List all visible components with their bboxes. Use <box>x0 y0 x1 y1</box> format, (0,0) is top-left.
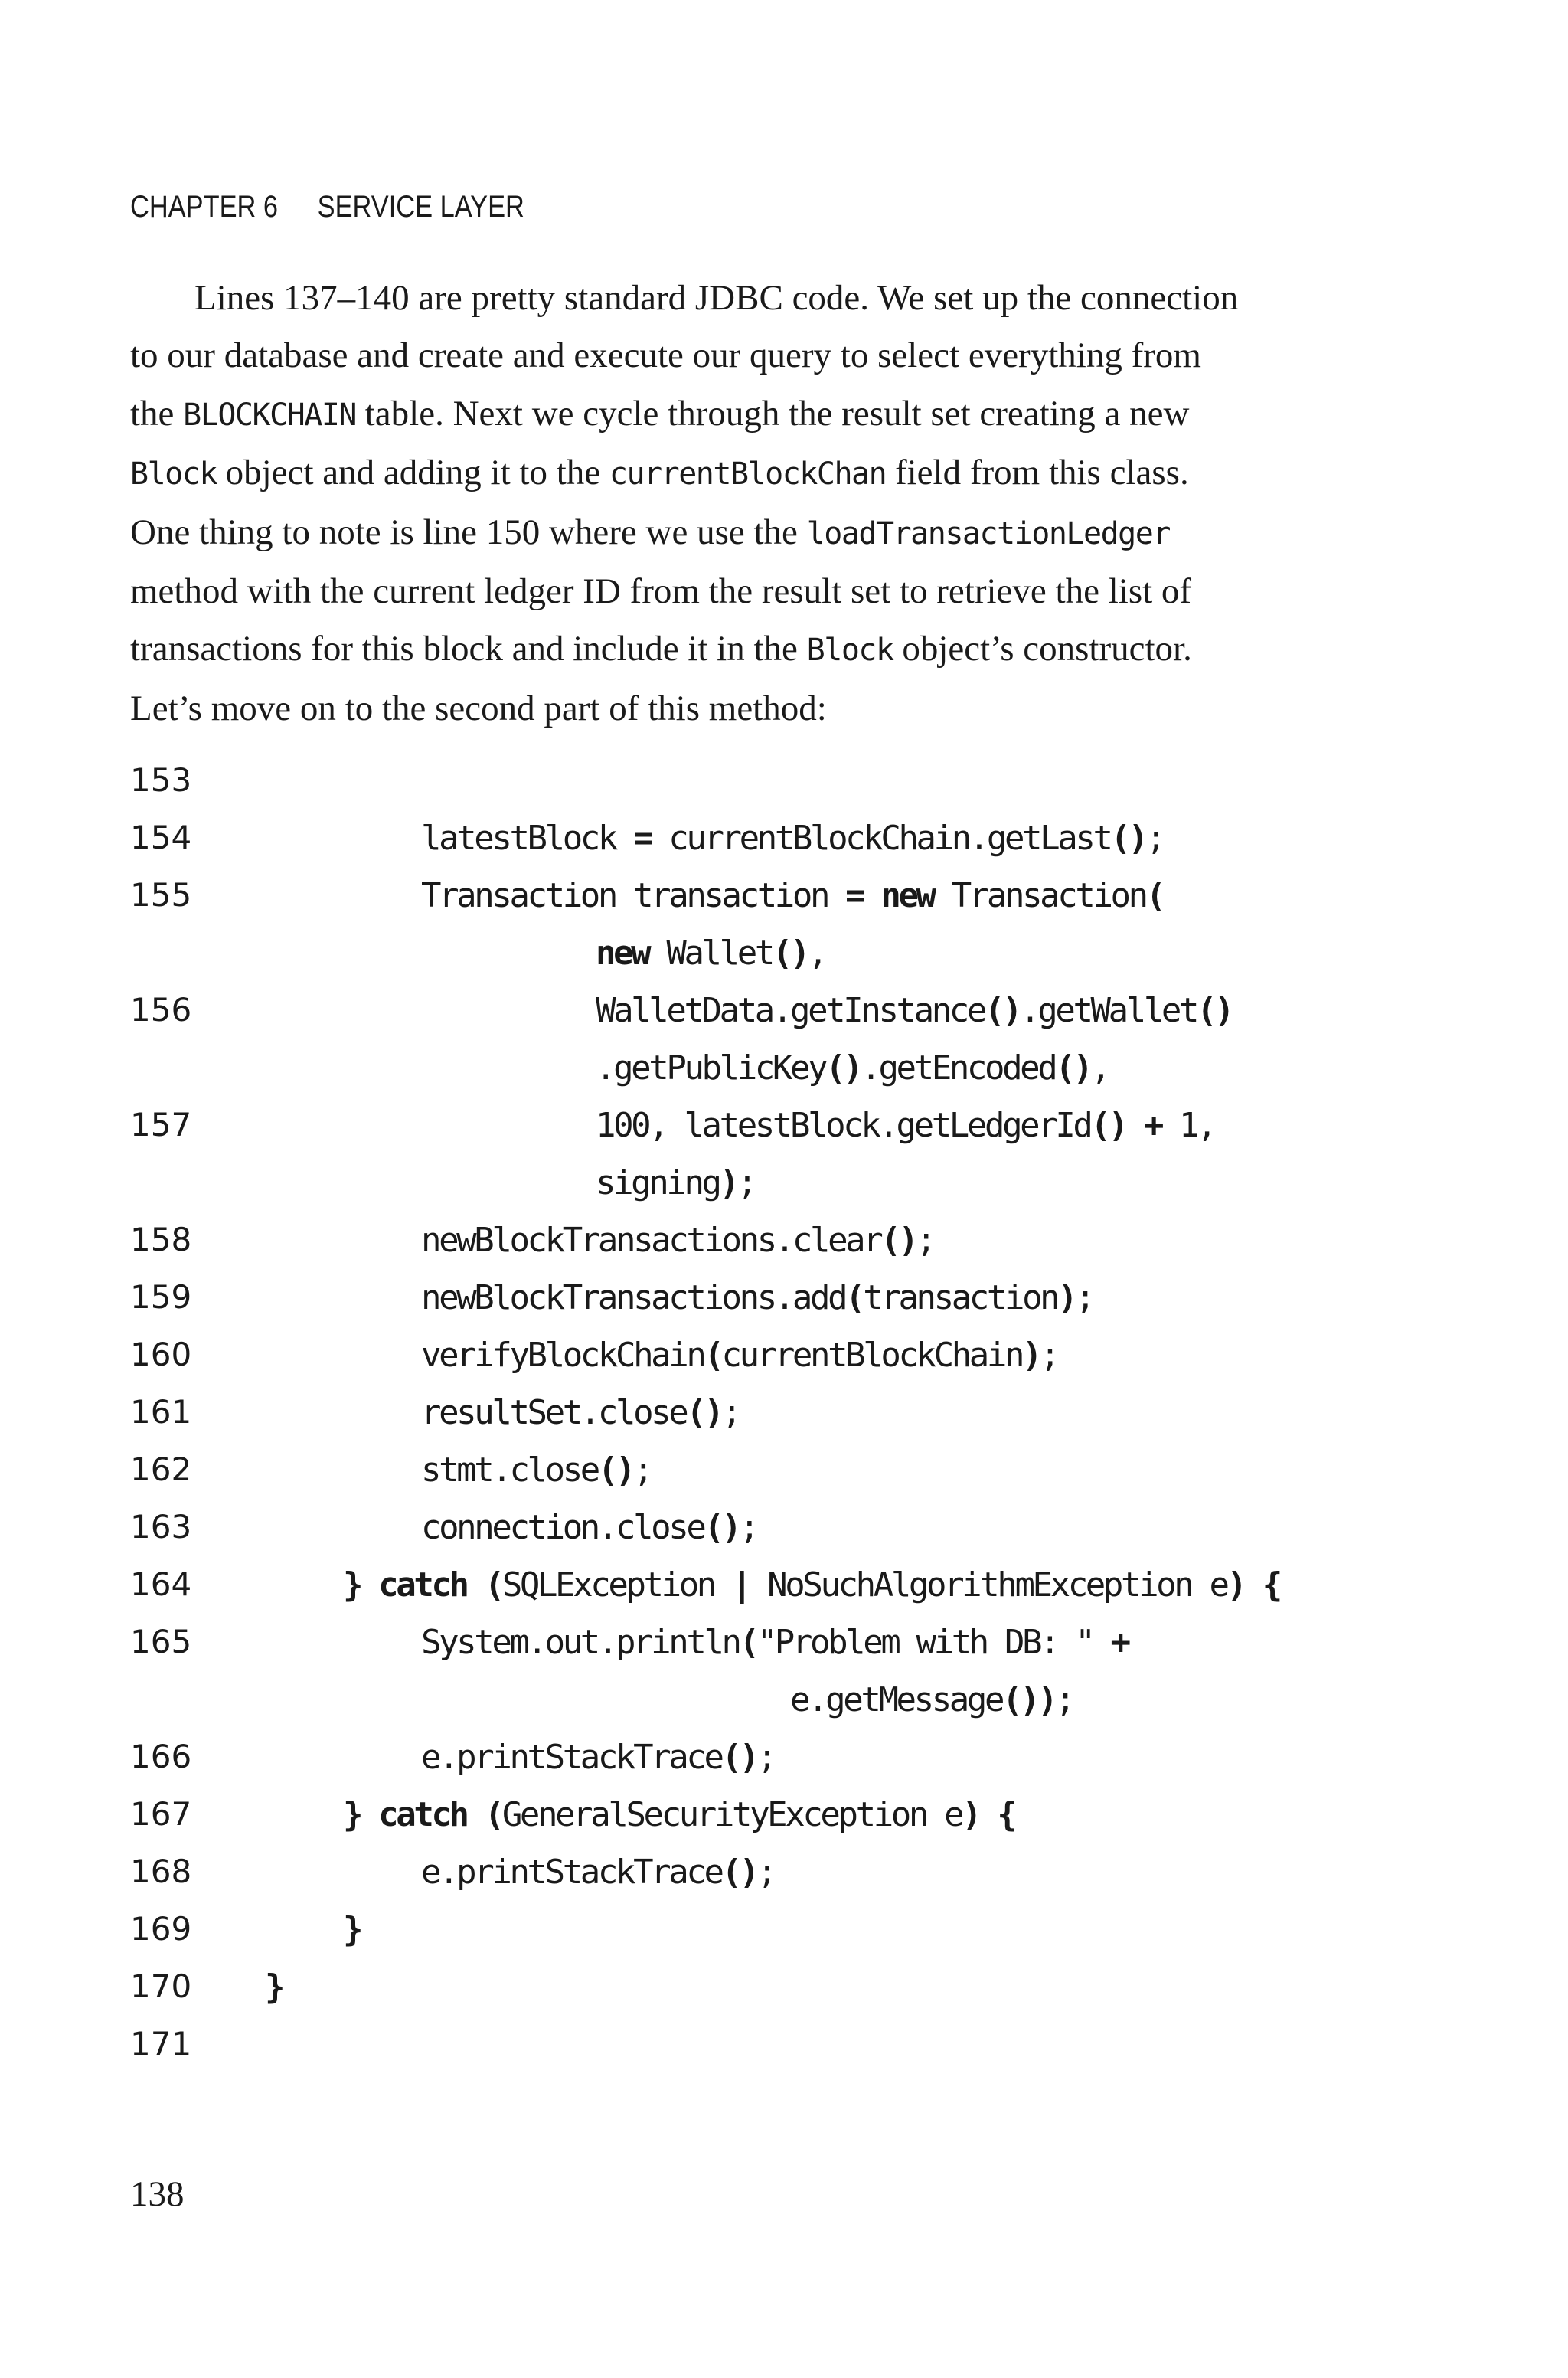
code-text: e.printStackTrace(); <box>421 1738 775 1777</box>
chapter-label: CHAPTER 6 <box>130 190 279 224</box>
line-number: 159 <box>130 1278 192 1316</box>
page-number: 138 <box>130 2174 185 2214</box>
code-text: WalletData.getInstance().getWallet() <box>596 991 1233 1030</box>
line-number: 167 <box>130 1795 192 1833</box>
code-text: } catch (GeneralSecurityException e) { <box>343 1795 1015 1834</box>
code-text: resultSet.close(); <box>421 1393 740 1432</box>
paragraph-line: the BLOCKCHAIN table. Next we cycle through the result set creating a new <box>130 393 1190 433</box>
paragraph-line: One thing to note is line 150 where we use the loadTransactionLedger <box>130 512 1170 552</box>
code-text: 100, latestBlock.getLedgerId() + 1, <box>596 1106 1215 1145</box>
paragraph-line: transactions for this block and include it in the Block object’s constructor. <box>130 629 1192 669</box>
inline-code: Block <box>130 456 217 492</box>
line-number: 156 <box>130 991 192 1029</box>
paragraph-line: Lines 137–140 are pretty standard JDBC code. We set up the connection <box>194 278 1239 318</box>
code-text: signing); <box>596 1163 755 1202</box>
code-text: } catch (SQLException | NoSuchAlgorithmException e) { <box>343 1565 1280 1604</box>
code-text: connection.close(); <box>421 1508 757 1547</box>
line-number: 168 <box>130 1853 192 1890</box>
section-label: SERVICE LAYER <box>317 190 524 224</box>
line-number: 155 <box>130 876 192 914</box>
inline-code: Block <box>806 633 893 669</box>
inline-code: loadTransactionLedger <box>806 515 1170 551</box>
line-number: 161 <box>130 1393 192 1431</box>
code-text: System.out.println("Problem with DB: " + <box>421 1623 1129 1662</box>
line-number: 162 <box>130 1451 192 1488</box>
line-number: 169 <box>130 1910 192 1948</box>
paragraph-line: Block object and adding it to the currentBlockChan field from this class. <box>130 453 1189 493</box>
line-number: 153 <box>130 761 192 799</box>
line-number: 171 <box>130 2025 192 2062</box>
code-text: newBlockTransactions.add(transaction); <box>421 1278 1093 1317</box>
inline-code: BLOCKCHAIN <box>183 397 356 433</box>
running-head <box>130 190 524 224</box>
code-text: stmt.close(); <box>421 1451 652 1490</box>
line-number: 165 <box>130 1623 192 1660</box>
code-text: verifyBlockChain(currentBlockChain); <box>421 1336 1058 1375</box>
paragraph-line: to our database and create and execute our query to select everything from <box>130 335 1201 376</box>
code-text: .getPublicKey().getEncoded(), <box>596 1048 1109 1088</box>
line-number: 154 <box>130 819 192 856</box>
body-paragraph <box>130 270 1393 738</box>
code-text: new Wallet(), <box>596 934 826 973</box>
paragraph-line: Let’s move on to the second part of this method: <box>130 688 827 728</box>
line-number: 163 <box>130 1508 192 1546</box>
line-number: 160 <box>130 1336 192 1373</box>
code-text: latestBlock = currentBlockChain.getLast(); <box>421 819 1164 858</box>
code-text: } <box>343 1910 361 1949</box>
code-text: newBlockTransactions.clear(); <box>421 1221 934 1260</box>
code-text: e.printStackTrace(); <box>421 1853 775 1892</box>
line-number: 170 <box>130 1967 192 2005</box>
line-number: 158 <box>130 1221 192 1258</box>
code-text: Transaction transaction = new Transaction( <box>421 876 1164 915</box>
line-number: 157 <box>130 1106 192 1143</box>
inline-code: currentBlockChan <box>609 456 887 492</box>
code-text: } <box>265 1967 283 2007</box>
line-number: 164 <box>130 1565 192 1603</box>
code-text: e.getMessage()); <box>790 1680 1073 1719</box>
line-number: 166 <box>130 1738 192 1775</box>
paragraph-line: method with the current ledger ID from the result set to retrieve the list of <box>130 571 1192 612</box>
